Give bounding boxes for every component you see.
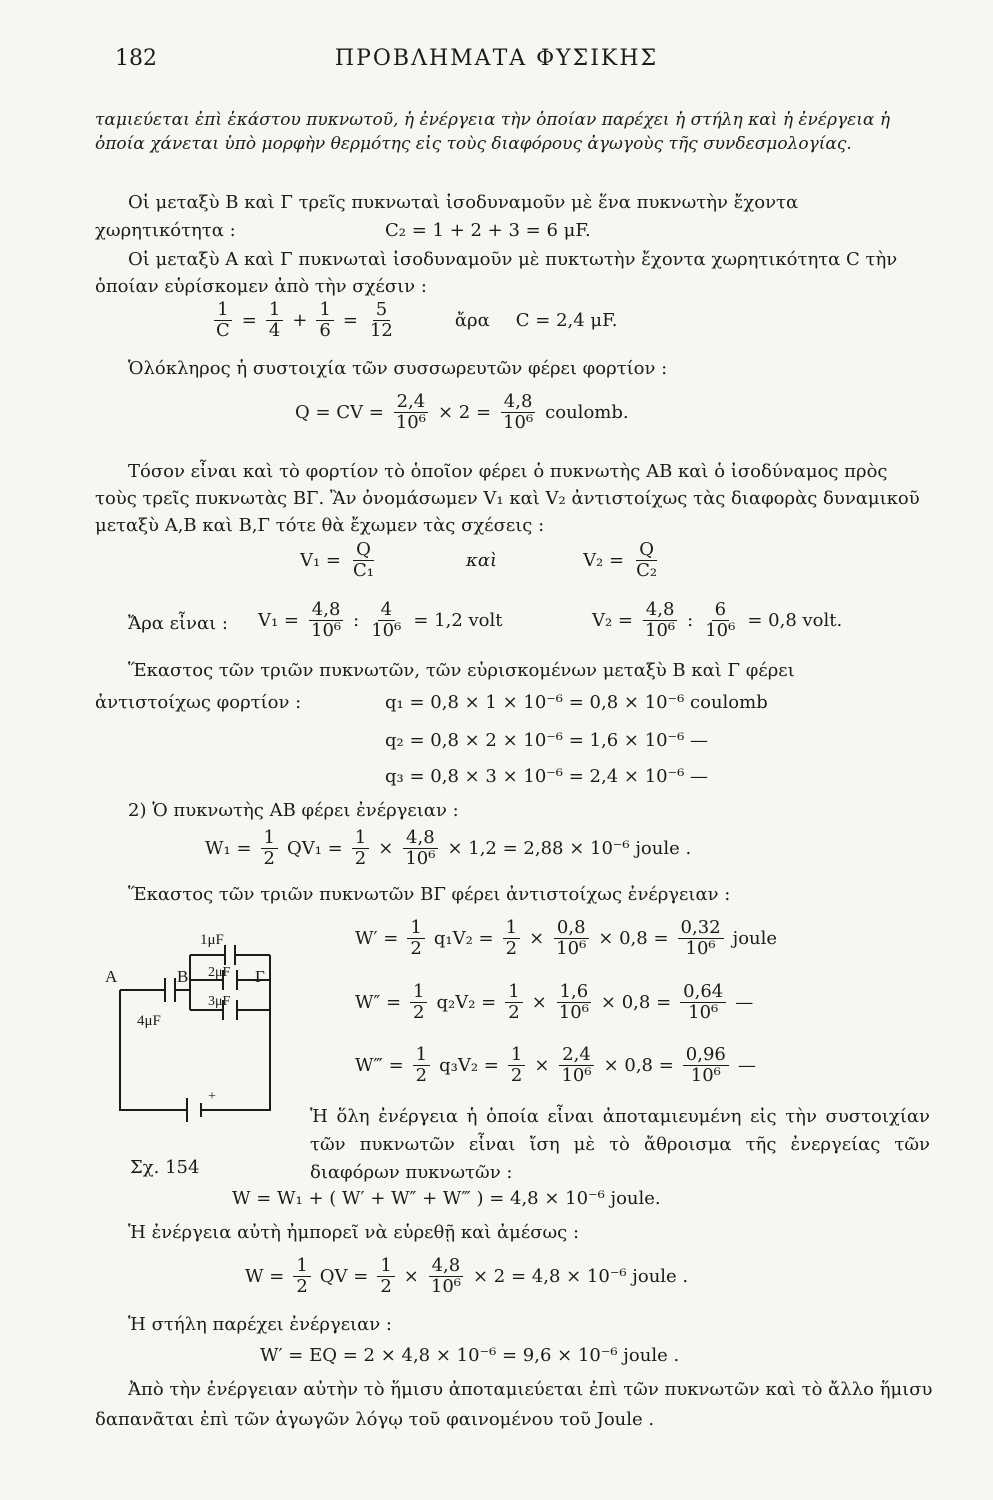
node-label-b: B: [177, 967, 189, 986]
figure-caption: Σχ. 154: [130, 1157, 200, 1178]
paragraph-7: Ἕκαστος τῶν τριῶν πυκνωτῶν ΒΓ φέρει ἀντιστοίχως ἐνέργειαν :: [128, 884, 731, 905]
intro-paragraph: ταμιεύεται ἐπὶ ἑκάστου πυκνωτοῦ, ἡ ἐνέργεια τὴν ὁποίαν παρέχει ἡ στήλη καὶ ἡ ἐνέργεια ἡ ὁποία χάνεται ὑπὸ μορφὴν θερμότης εἰς τοὺς διαφόρους ἀγωγοὺς τῆς συνδεσμολογίας.: [95, 110, 890, 154]
equation-w-triple-prime: W‴ = $\frac{1}{2}$ q₃V₂ = $\frac{1}{2}$ × $\frac{2,4}{\text{10⁶}}$ × 0,8 = $\frac{0,96}{\text{10⁶}}$ —: [355, 1044, 756, 1086]
equation-v2: V₂ = $\frac{4,8}{\text{10⁶}}$ : $\frac{6}{\text{10⁶}}$ = 0,8 volt.: [592, 599, 843, 641]
paragraph-10: Ἡ στήλη παρέχει ἐνέργειαν :: [128, 1314, 392, 1335]
paragraph-6: 2) Ὁ πυκνωτὴς ΑΒ φέρει ἐνέργειαν :: [128, 800, 459, 821]
paragraph-5-cont: ἀντιστοίχως φορτίον :: [95, 692, 302, 713]
equation-q3: q₃ = 0,8 × 3 × 10⁻⁶ = 2,4 × 10⁻⁶ —: [385, 766, 709, 787]
equation-c: $\frac{1}{C}$ = $\frac{1}{4}$ + $\frac{1}{6}$ = $\frac{5}{12}$ ἄρα C = 2,4 μF.: [216, 299, 618, 341]
equation-q: Q = CV = $\frac{2,4}{\text{10⁶}}$ × 2 = $\frac{4,8}{\text{10⁶}}$ coulomb.: [295, 391, 629, 433]
page-number: 182: [115, 46, 157, 71]
cap-label-1uf: 1μF: [200, 932, 224, 948]
paragraph-1-cont: χωρητικότητα :: [95, 220, 236, 241]
equation-w-prime: W′ = $\frac{1}{2}$ q₁V₂ = $\frac{1}{2}$ × $\frac{0,8}{\text{10⁶}}$ × 0,8 = $\frac{0,32}{\text{10⁶}}$ joule: [355, 917, 778, 959]
circuit-diagram: [105, 930, 315, 1140]
equation-w-direct: W = $\frac{1}{2}$ QV = $\frac{1}{2}$ × $\frac{4,8}{\text{10⁶}}$ × 2 = 4,8 × 10⁻⁶ joule .: [245, 1255, 689, 1297]
equation-w-double-prime: W″ = $\frac{1}{2}$ q₂V₂ = $\frac{1}{2}$ × $\frac{1,6}{\text{10⁶}}$ × 0,8 = $\frac{0,64}{\text{10⁶}}$ —: [355, 981, 754, 1023]
cap-label-3uf: 3μF: [208, 994, 231, 1009]
equation-battery-energy: W′ = EQ = 2 × 4,8 × 10⁻⁶ = 9,6 × 10⁻⁶ joule .: [260, 1345, 680, 1366]
paragraph-9: Ἡ ἐνέργεια αὐτὴ ἠμπορεῖ νὰ εὑρεθῇ καὶ ἀμέσως :: [128, 1222, 580, 1243]
battery-plus: +: [208, 1089, 216, 1104]
therefore-label: Ἄρα εἶναι :: [128, 613, 228, 634]
equation-c2: C₂ = 1 + 2 + 3 = 6 μF.: [385, 220, 591, 241]
equation-w1: W₁ = $\frac{1}{2}$ QV₁ = $\frac{1}{2}$ × $\frac{4,8}{\text{10⁶}}$ × 1,2 = 2,88 × 10⁻⁶ joule .: [205, 827, 692, 869]
equation-w-total: W = W₁ + ( W′ + W″ + W‴ ) = 4,8 × 10⁻⁶ joule.: [232, 1188, 661, 1209]
paragraph-3: Ὁλόκληρος ἡ συστοιχία τῶν συσσωρευτῶν φέρει φορτίον :: [128, 358, 668, 379]
cap-label-2uf: 2μF: [208, 965, 231, 980]
equation-v1: V₁ = $\frac{4,8}{\text{10⁶}}$ : $\frac{4}{\text{10⁶}}$ = 1,2 volt: [258, 599, 503, 641]
paragraph-11: Ἀπὸ τὴν ἐνέργειαν αὐτὴν τὸ ἥμισυ ἀποταμιεύεται ἐπὶ τῶν πυκνωτῶν καὶ τὸ ἄλλο ἥμισυ δαπανᾶται ἐπὶ τῶν ἀγωγῶν λόγῳ τοῦ φαινομένου τοῦ Joule .: [95, 1379, 933, 1430]
running-title: ΠΡΟΒΛΗΜΑΤΑ ΦΥΣΙΚΗΣ: [334, 46, 659, 71]
node-label-a: A: [105, 967, 118, 986]
equation-q1: q₁ = 0,8 × 1 × 10⁻⁶ = 0,8 × 10⁻⁶ coulomb: [385, 692, 768, 713]
paragraph-5: Ἕκαστος τῶν τριῶν πυκνωτῶν, τῶν εὑρισκομένων μεταξὺ Β καὶ Γ φέρει: [128, 660, 795, 681]
cap-label-4uf: 4μF: [137, 1013, 161, 1029]
node-label-g: Γ: [255, 967, 265, 986]
paragraph-8: Ἡ ὅλη ἐνέργεια ἡ ὁποία εἶναι ἀποταμιευμένη εἰς τὴν συστοιχίαν τῶν πυκνωτῶν εἶναι ἴση μὲ τὸ ἄθροισμα τῆς ἐνεργείας τῶν διαφόρων πυκνωτῶν :: [310, 1106, 930, 1183]
paragraph-2: Οἱ μεταξὺ Α καὶ Γ πυκνωταὶ ἰσοδυναμοῦν μὲ πυκτωτὴν ἔχοντα χωρητικότητα C τὴν ὁποίαν εὑρίσκομεν ἀπὸ τὴν σχέσιν :: [95, 249, 898, 297]
equation-v: V₁ = $\frac{Q}{\text{C₁}}$ καὶ V₂ = $\frac{Q}{\text{C₂}}$: [300, 539, 658, 581]
equation-q2: q₂ = 0,8 × 2 × 10⁻⁶ = 1,6 × 10⁻⁶ —: [385, 730, 709, 751]
paragraph-1: Οἱ μεταξὺ Β καὶ Γ τρεῖς πυκνωταὶ ἰσοδυναμοῦν μὲ ἕνα πυκνωτὴν ἔχοντα: [128, 192, 799, 213]
paragraph-4: Τόσον εἶναι καὶ τὸ φορτίον τὸ ὁποῖον φέρει ὁ πυκνωτὴς ΑΒ καὶ ὁ ἰσοδύναμος πρὸς τοὺς τρεῖς πυκνωτὰς ΒΓ. Ἂν ὀνομάσωμεν V₁ καὶ V₂ ἀντιστοίχως τὰς διαφορὰς δυναμικοῦ μεταξὺ Α,Β καὶ Β,Γ τότε θὰ ἔχωμεν τὰς σχέσεις :: [95, 461, 920, 536]
